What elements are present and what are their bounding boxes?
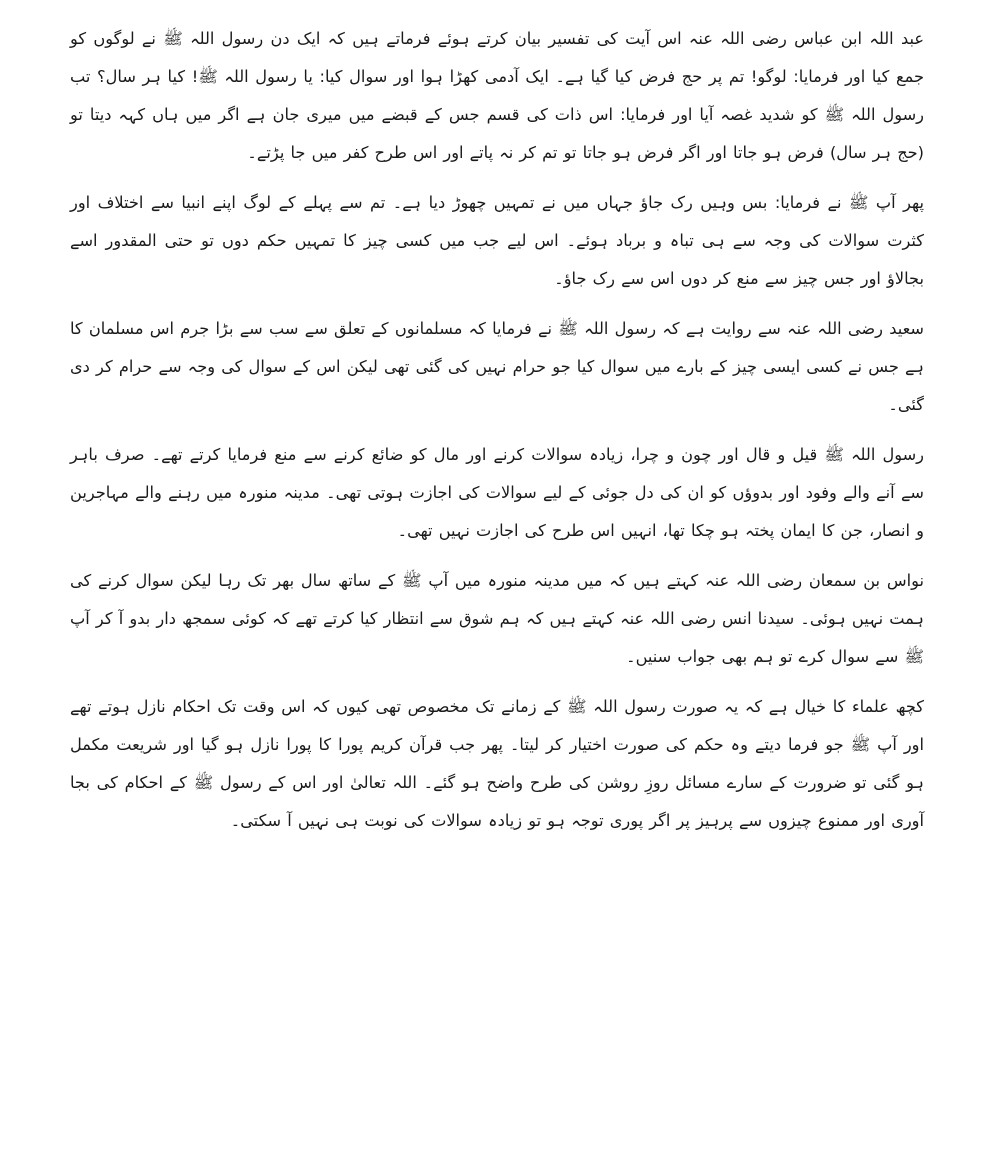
paragraph-2: پھر آپ ﷺ نے فرمایا: بس وہیں رک جاؤ جہاں میں نے تمہیں چھوڑ دیا ہے۔ تم سے پہلے کے لوگ اپنے انبیا سے اختلاف اور کثرت سوالات کی وجہ سے ہی تباہ و برباد ہوئے۔ اس لیے جب میں کسی چیز کا تمہیں حکم دوں تو حتی المقدور اسے بجالاؤ اور جس چیز سے منع کر دوں اس سے رک جاؤ۔ <box>70 193 924 288</box>
paragraph-5: نواس بن سمعان رضی اللہ عنہ کہتے ہیں کہ میں مدینہ منورہ میں آپ ﷺ کے ساتھ سال بھر تک رہا لیکن سوال کرنے کی ہمت نہیں ہوئی۔ سیدنا انس رضی اللہ عنہ کہتے ہیں کہ ہم شوق سے انتظار کیا کرتے تھے کہ کوئی سمجھ دار بدو آ کر آپ ﷺ سے سوال کرے تو ہم بھی جواب سنیں۔ <box>70 571 924 666</box>
paragraph-4: رسول اللہ ﷺ قیل و قال اور چون و چرا، زیادہ سوالات کرنے اور مال کو ضائع کرنے سے منع فرمایا کرتے تھے۔ صرف باہر سے آنے والے وفود اور بدوؤں کو ان کی دل جوئی کے لیے سوالات کی اجازت ہوتی تھی۔ مدینہ منورہ میں رہنے والے مہاجرین و انصار، جن کا ایمان پختہ ہو چکا تھا، انہیں اس طرح کی اجازت نہیں تھی۔ <box>70 445 924 540</box>
paragraph-6: کچھ علماء کا خیال ہے کہ یہ صورت رسول اللہ ﷺ کے زمانے تک مخصوص تھی کیوں کہ اس وقت تک احکام نازل ہوتے تھے اور آپ ﷺ جو فرما دیتے وہ حکم کی صورت اختیار کر لیتا۔ پھر جب قرآن کریم پورا کا پورا نازل ہو گیا اور شریعت مکمل ہو گئی تو ضرورت کے سارے مسائل روزِ روشن کی طرح واضح ہو گئے۔ اللہ تعالیٰ اور اس کے رسول ﷺ کے احکام کی بجا آوری اور ممنوع چیزوں سے پرہیز پر اگر پوری توجہ ہو تو زیادہ سوالات کی نوبت ہی نہیں آ سکتی۔ <box>70 697 924 830</box>
paragraph-1: عبد اللہ ابن عباس رضی اللہ عنہ اس آیت کی تفسیر بیان کرتے ہوئے فرماتے ہیں کہ ایک دن رسول اللہ ﷺ نے لوگوں کو جمع کیا اور فرمایا: لوگو! تم پر حج فرض کیا گیا ہے۔ ایک آدمی کھڑا ہوا اور سوال کیا: یا رسول اللہ ﷺ! کیا ہر سال؟ تب رسول اللہ ﷺ کو شدید غصہ آیا اور فرمایا: اس ذات کی قسم جس کے قبضے میں میری جان ہے اگر میں ہاں کہہ دیتا تو (حج ہر سال) فرض ہو جاتا اور اگر فرض ہو جاتا تو تم کر نہ پاتے اور اس طرح کفر میں جا پڑتے۔ <box>70 29 924 162</box>
paragraph-3: سعید رضی اللہ عنہ سے روایت ہے کہ رسول اللہ ﷺ نے فرمایا کہ مسلمانوں کے تعلق سے سب سے بڑا جرم اس مسلمان کا ہے جس نے کسی ایسی چیز کے بارے میں سوال کیا جو حرام نہیں کی گئی تھی لیکن اس کے سوال کی وجہ سے حرام کر دی گئی۔ <box>70 319 924 414</box>
